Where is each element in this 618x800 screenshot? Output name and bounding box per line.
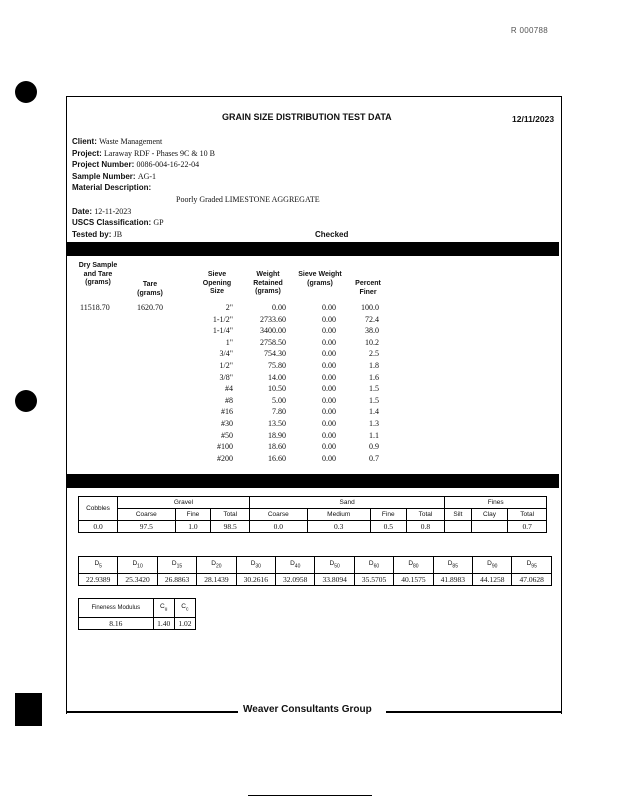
d-value-header: $D_{40}$ bbox=[276, 557, 315, 574]
fineness-modulus-header: Fineness Modulus bbox=[79, 599, 154, 618]
sieve-weight: 0.00 bbox=[322, 384, 336, 394]
d-value: 22.9389 bbox=[79, 574, 118, 586]
material-label: Material Description: bbox=[72, 183, 152, 193]
classification-table bbox=[78, 496, 547, 533]
percent-finer: 1.5 bbox=[369, 395, 379, 405]
classification-subheader: Coarse bbox=[118, 509, 176, 521]
weight-retained: 18.90 bbox=[268, 430, 286, 440]
weight-retained: 16.60 bbox=[268, 453, 286, 463]
col-percent-finer: Percent Finer bbox=[355, 280, 381, 296]
signature-line bbox=[248, 795, 372, 796]
date-label: Date: bbox=[72, 206, 93, 216]
sieve-size: 1/2" bbox=[219, 361, 233, 370]
classification-subheader: Total bbox=[211, 509, 250, 521]
classification-subheader: Coarse bbox=[250, 509, 308, 521]
percent-finer: 1.4 bbox=[369, 407, 379, 417]
d-value-header: $D_{30}$ bbox=[236, 557, 275, 574]
d-value-header: $D_{90}$ bbox=[473, 557, 512, 574]
d-value-header: $D_{85}$ bbox=[433, 557, 472, 574]
dry-sample-value: 11518.70 bbox=[80, 303, 110, 312]
report-date: 12/11/2023 bbox=[512, 114, 555, 124]
sieve-weight: 0.00 bbox=[322, 326, 336, 336]
classification-subheader: Medium bbox=[307, 509, 370, 521]
client-label: Client: bbox=[72, 137, 97, 146]
uscs-label: USCS Classification: bbox=[72, 218, 152, 228]
sample-number-label: Sample Number: bbox=[72, 171, 136, 181]
date-value: 12-11-2023 bbox=[94, 206, 132, 216]
weight-retained: 2733.60 bbox=[260, 314, 286, 324]
cc-value: 1.02 bbox=[174, 618, 195, 630]
client-value: Waste Management bbox=[99, 137, 163, 146]
cc-header: $C_c$ bbox=[174, 599, 195, 618]
d-value: 30.2616 bbox=[236, 574, 275, 586]
sieve-size: 1-1/2" bbox=[212, 314, 233, 324]
classification-subheader: Fine bbox=[370, 509, 406, 521]
classification-value: 0.7 bbox=[508, 521, 547, 533]
sieve-weight: 0.00 bbox=[322, 314, 336, 324]
material-value: Poorly Graded LIMESTONE AGGREGATE bbox=[176, 194, 320, 204]
classification-subheader: Silt bbox=[445, 509, 471, 521]
d-value: 28.1439 bbox=[197, 574, 236, 586]
weight-retained: 2758.50 bbox=[260, 337, 286, 347]
classification-value: 0.0 bbox=[79, 521, 118, 533]
uscs-value: GP bbox=[153, 218, 164, 228]
sieve-weight: 0.00 bbox=[322, 395, 336, 405]
weight-retained: 14.00 bbox=[268, 372, 286, 382]
sieve-weight: 0.00 bbox=[322, 407, 336, 417]
sieve-weight: 0.00 bbox=[322, 303, 336, 312]
d-value-header: $D_{15}$ bbox=[157, 557, 196, 574]
classification-value: 0.8 bbox=[406, 521, 445, 533]
sand-header: Sand bbox=[250, 497, 445, 509]
sieve-size: #16 bbox=[221, 407, 233, 417]
bates-number: R 000788 bbox=[510, 26, 548, 35]
d-value: 26.8863 bbox=[157, 574, 196, 586]
d-value: 41.8983 bbox=[433, 574, 472, 586]
divider-band bbox=[67, 242, 559, 256]
footer-company: Weaver Consultants Group bbox=[243, 704, 372, 715]
classification-value bbox=[445, 521, 471, 533]
percent-finer: 1.8 bbox=[369, 361, 379, 370]
classification-value bbox=[471, 521, 508, 533]
percent-finer: 2.5 bbox=[369, 349, 379, 359]
project-number-value: 0086-004-16-22-04 bbox=[136, 160, 200, 170]
sieve-size: 2" bbox=[225, 303, 233, 312]
d-value: 47.0628 bbox=[512, 574, 552, 586]
sieve-size: 3/4" bbox=[219, 349, 233, 359]
tested-value: JB bbox=[113, 229, 123, 239]
sieve-weight: 0.00 bbox=[322, 337, 336, 347]
sieve-weight: 0.00 bbox=[322, 349, 336, 359]
footer-rule bbox=[386, 711, 562, 713]
report-title: GRAIN SIZE DISTRIBUTION TEST DATA bbox=[222, 112, 392, 122]
percent-finer: 1.6 bbox=[369, 372, 379, 382]
weight-retained: 13.50 bbox=[268, 419, 286, 428]
weight-retained: 75.80 bbox=[268, 361, 286, 370]
col-sieve-weight: Sieve Weight (grams) bbox=[298, 271, 342, 287]
percent-finer: 0.9 bbox=[369, 442, 379, 452]
tested-label: Tested by: bbox=[72, 229, 112, 239]
d-value-header: $D_{95}$ bbox=[512, 557, 552, 574]
cobbles-header: Cobbles bbox=[79, 497, 118, 521]
sieve-size: #8 bbox=[225, 395, 233, 405]
sieve-weight: 0.00 bbox=[322, 419, 336, 428]
percent-finer: 38.0 bbox=[365, 326, 379, 336]
scan-mark bbox=[15, 693, 42, 726]
cu-value: 1.40 bbox=[153, 618, 174, 630]
d-value: 25.3420 bbox=[118, 574, 157, 586]
punch-hole bbox=[15, 390, 37, 412]
d-value-header: $D_{50}$ bbox=[315, 557, 354, 574]
classification-value: 98.5 bbox=[211, 521, 250, 533]
classification-value: 1.0 bbox=[175, 521, 211, 533]
weight-retained: 754.30 bbox=[264, 349, 286, 359]
col-tare: Tare (grams) bbox=[137, 281, 163, 297]
d-value: 32.0958 bbox=[276, 574, 315, 586]
classification-subheader: Clay bbox=[471, 509, 508, 521]
sieve-weight: 0.00 bbox=[322, 442, 336, 452]
classification-subheader: Fine bbox=[175, 509, 211, 521]
fineness-modulus-value: 8.16 bbox=[79, 618, 154, 630]
sieve-size: #100 bbox=[217, 442, 233, 452]
sieve-weight: 0.00 bbox=[322, 361, 336, 370]
d-value-header: $D_5$ bbox=[79, 557, 118, 574]
d-value: 35.5705 bbox=[354, 574, 393, 586]
gravel-header: Gravel bbox=[118, 497, 250, 509]
percent-finer: 1.3 bbox=[369, 419, 379, 428]
tare-value: 1620.70 bbox=[137, 303, 163, 312]
classification-value: 0.5 bbox=[370, 521, 406, 533]
sieve-size: #200 bbox=[217, 453, 233, 463]
weight-retained: 10.50 bbox=[268, 384, 286, 394]
header-info bbox=[72, 136, 349, 240]
d-values-table bbox=[78, 556, 552, 586]
d-value: 44.1258 bbox=[473, 574, 512, 586]
d-value-header: $D_{60}$ bbox=[354, 557, 393, 574]
punch-hole bbox=[15, 81, 37, 103]
weight-retained: 0.00 bbox=[272, 303, 286, 312]
sieve-size: 1-1/4" bbox=[212, 326, 233, 336]
weight-retained: 5.00 bbox=[272, 395, 286, 405]
percent-finer: 72.4 bbox=[365, 314, 379, 324]
sieve-size: #30 bbox=[221, 419, 233, 428]
weight-retained: 7.80 bbox=[272, 407, 286, 417]
project-number-label: Project Number: bbox=[72, 160, 135, 170]
col-opening: Sieve Opening Size bbox=[202, 271, 232, 295]
project-value: Laraway RDF - Phases 9C & 10 B bbox=[104, 148, 215, 158]
col-dry-sample: Dry Sample and Tare (grams) bbox=[78, 262, 118, 286]
classification-subheader: Total bbox=[406, 509, 445, 521]
d-value-header: $D_{20}$ bbox=[197, 557, 236, 574]
coefficients-table bbox=[78, 598, 196, 630]
percent-finer: 1.1 bbox=[369, 430, 379, 440]
footer-rule bbox=[66, 711, 238, 713]
d-value-header: $D_{80}$ bbox=[394, 557, 433, 574]
classification-value: 0.0 bbox=[250, 521, 308, 533]
sieve-size: 1" bbox=[225, 337, 233, 347]
d-value: 33.8094 bbox=[315, 574, 354, 586]
cu-header: $C_u$ bbox=[153, 599, 174, 618]
divider-band bbox=[67, 474, 559, 488]
sieve-weight: 0.00 bbox=[322, 430, 336, 440]
checked-label: Checked bbox=[315, 229, 349, 239]
sieve-size: #50 bbox=[221, 430, 233, 440]
classification-subheader: Total bbox=[508, 509, 547, 521]
sieve-weight: 0.00 bbox=[322, 453, 336, 463]
percent-finer: 100.0 bbox=[361, 303, 379, 312]
project-label: Project: bbox=[72, 148, 102, 158]
weight-retained: 18.60 bbox=[268, 442, 286, 452]
d-value: 40.1575 bbox=[394, 574, 433, 586]
sieve-size: #4 bbox=[225, 384, 233, 394]
percent-finer: 10.2 bbox=[365, 337, 379, 347]
sieve-weight: 0.00 bbox=[322, 372, 336, 382]
fines-header: Fines bbox=[445, 497, 547, 509]
classification-value: 97.5 bbox=[118, 521, 176, 533]
weight-retained: 3400.00 bbox=[260, 326, 286, 336]
percent-finer: 1.5 bbox=[369, 384, 379, 394]
sieve-size: 3/8" bbox=[219, 372, 233, 382]
col-retained: Weight Retained (grams) bbox=[253, 271, 283, 295]
classification-value: 0.3 bbox=[307, 521, 370, 533]
d-value-header: $D_{10}$ bbox=[118, 557, 157, 574]
sample-number-value: AG-1 bbox=[137, 171, 157, 181]
percent-finer: 0.7 bbox=[369, 453, 379, 463]
